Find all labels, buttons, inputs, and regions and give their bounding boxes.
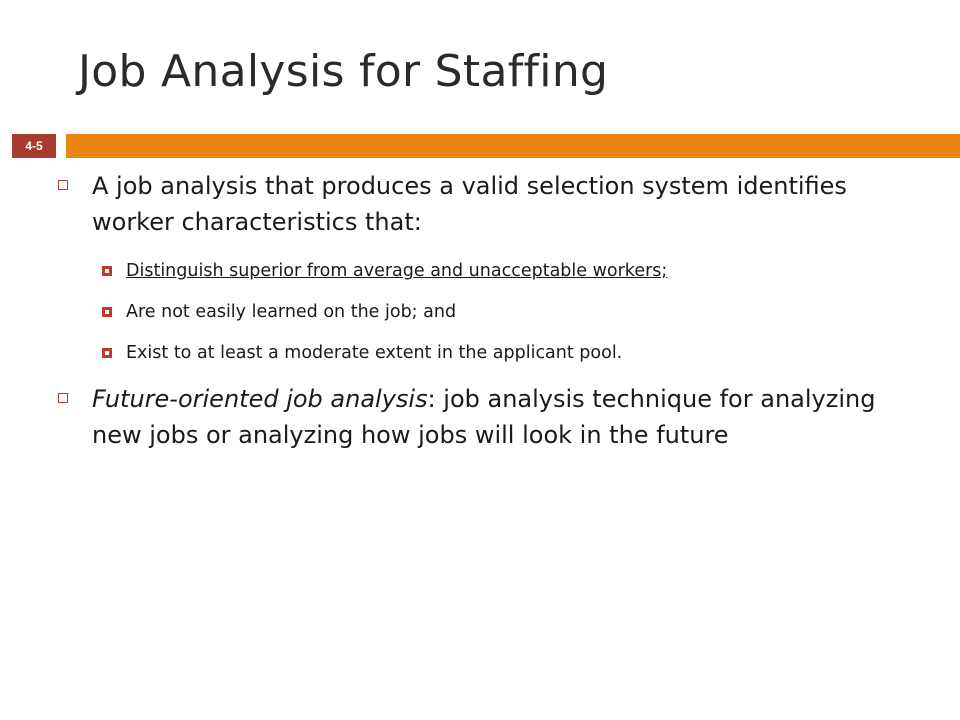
title-divider bbox=[0, 134, 960, 158]
sub-bullet-text: Are not easily learned on the job; and bbox=[126, 302, 457, 322]
defined-term: Future-oriented job analysis bbox=[92, 385, 428, 413]
bullet-item bbox=[56, 168, 916, 240]
slide-number-badge: 4-5 bbox=[12, 134, 56, 158]
sub-bullet-item bbox=[56, 299, 916, 325]
sub-bullet-item bbox=[56, 340, 916, 366]
sub-bullet-text: Distinguish superior from average and unacceptable workers; bbox=[126, 261, 668, 281]
sub-bullet-text: Exist to at least a moderate extent in the applicant pool. bbox=[126, 343, 623, 363]
slide-title: Job Analysis for Staffing bbox=[78, 46, 609, 97]
sub-bullet-item bbox=[56, 258, 916, 284]
bullet-text: : job analysis technique for analyzing new jobs or analyzing how jobs will look in the future bbox=[92, 385, 876, 449]
filled-square-bullet-icon bbox=[102, 348, 112, 358]
bullet-item bbox=[56, 381, 916, 453]
slide-content bbox=[56, 168, 916, 471]
bullet-text: A job analysis that produces a valid selection system identifies worker characteristics that: bbox=[92, 172, 847, 236]
accent-bar bbox=[66, 134, 960, 158]
hollow-square-bullet-icon bbox=[58, 180, 68, 190]
filled-square-bullet-icon bbox=[102, 307, 112, 317]
filled-square-bullet-icon bbox=[102, 266, 112, 276]
hollow-square-bullet-icon bbox=[58, 393, 68, 403]
